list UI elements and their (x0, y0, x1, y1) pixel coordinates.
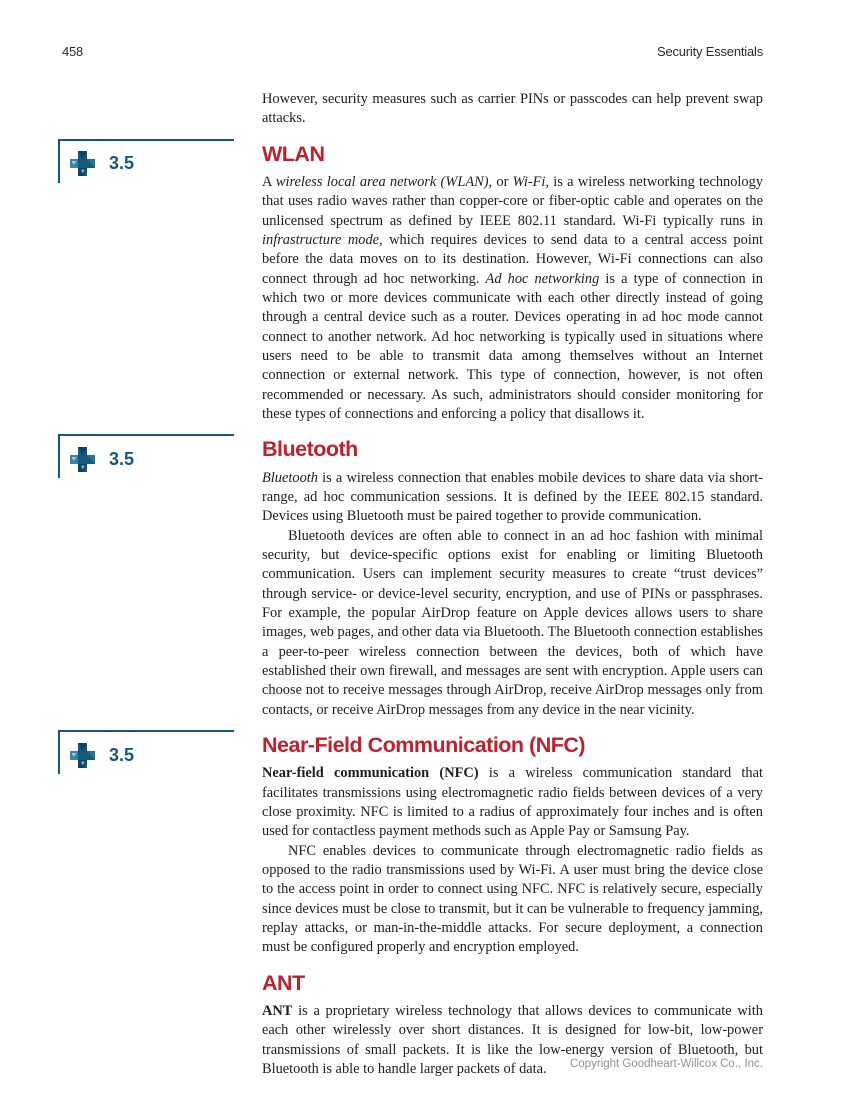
objective-number: 3.5 (109, 153, 135, 174)
section-heading-ant: ANT (262, 970, 305, 995)
objective-number: 3.5 (109, 448, 135, 469)
running-title: Security Essentials (656, 44, 763, 59)
section-bluetooth (109, 437, 763, 720)
paragraph: A wireless local area network (WLAN), or Wi-Fi, is a wireless networking technology that uses radio waves rather than copper-core or fiber-optic cable and operates on the unlicensed spectrum as defined by IEEE 802.11 standard. Wi-Fi typically runs in infrastructure mode, which requires devices to send data to a central access point before the data moves on to its destination. However, Wi-Fi connections can also connect through ad hoc networking. Ad hoc networking is a type of connection in which two or more devices communicate with each other directly instead of going through a central device such as a router. Devices operating in ad hoc mode cannot connect to another network. Ad hoc networking is typically used in situations where users need to be able to transmit data among themselves without an Internet connection or external network. This type of connection, however, is not often recommended or necessary. As such, administrators should consider monitoring for these types of connections and enforcing a policy that disallows it. (262, 173, 764, 423)
section-heading-bluetooth: Bluetooth (262, 437, 358, 462)
section-wlan (109, 141, 764, 425)
certification-plus-icon (69, 742, 96, 769)
copyright-notice: Copyright Goodheart-Willcox Co., Inc. (569, 1058, 763, 1070)
objective-marker (58, 730, 234, 774)
section-heading-wlan: WLAN (262, 141, 325, 166)
section-heading-nfc: Near-Field Communication (NFC) (262, 733, 586, 758)
paragraph: Bluetooth is a wireless connection that enables mobile devices to share data via short-range, ad hoc communication sessions. It is defined by the IEEE 802.15 standard. Devices using Bluetooth must be paired together to provide communication. (262, 469, 763, 525)
page-number: 458 (62, 44, 84, 59)
text-column (109, 90, 764, 1079)
paragraph: Near-field communication (NFC) is a wireless communication standard that facilitates transmissions using electromagnetic radio fields between devices of a very close proximity. NFC is limited to a radius of approximately four inches and is often used for contactless payment methods such as Apple Pay or Samsung Pay. (262, 765, 763, 840)
objective-marker (58, 434, 234, 478)
objective-marker (58, 139, 234, 183)
running-head (62, 44, 763, 59)
certification-plus-icon (69, 446, 96, 473)
paragraph: ANT is a proprietary wireless technology that allows devices to communicate with each other wirelessly over short distances. It is designed for low-bit, low-power transmissions of small packets. It is like the low-energy version of Bluetooth, but Bluetooth is able to handle larger packets of data. (262, 1002, 763, 1077)
section-nfc (109, 733, 763, 958)
objective-number: 3.5 (109, 744, 135, 765)
paragraph: NFC enables devices to communicate through electromagnetic radio fields as opposed to the radio transmissions used by Wi-Fi. A user must bring the device close to the access point in order to connect using NFC. NFC is relatively secure, especially since devices must be close to transmit, but it can be vulnerable to frequency jamming, replay attacks, or man-in-the-middle attacks. For secure deployment, a connection must be configured properly and encryption employed. (262, 842, 763, 956)
intro-paragraph: However, security measures such as carrier PINs or passcodes can help prevent swap attacks. (262, 91, 763, 127)
paragraph: Bluetooth devices are often able to connect in an ad hoc fashion with minimal security, but device-specific options exist for enabling or limiting Bluetooth communication. Users can implement security measures to create “trust devices” through service- or device-level security, encryption, and use of PINs or passphrases. For example, the popular AirDrop feature on Apple devices allows users to share images, web pages, and other data via Bluetooth. The Bluetooth connection establishes a peer-to-peer wireless connection between the devices, both of which have established their own firewall, and messages are sent with encryption. Apple users can choose not to receive messages through AirDrop, receive AirDrop messages only from contacts, or receive AirDrop messages from any device in the near vicinity. (262, 527, 763, 718)
certification-plus-icon (69, 150, 96, 177)
